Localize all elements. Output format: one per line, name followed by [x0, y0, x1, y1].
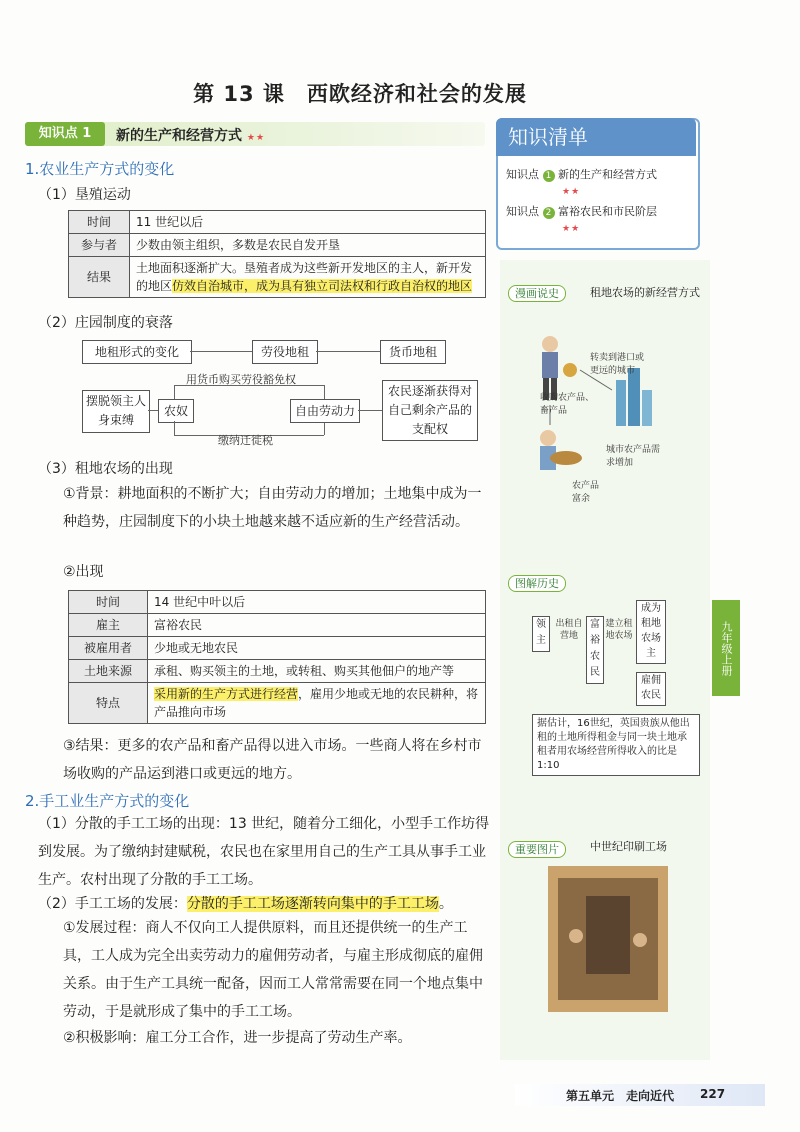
p2-post: 。 [438, 896, 453, 912]
picture-header [508, 838, 566, 857]
flow-serf: 农奴 [158, 399, 194, 423]
comic-label-purchase: 收购农产品、畜产品 [540, 393, 595, 416]
background-paragraph: ①背景：耕地面积的不断扩大；自由劳动力的增加；土地集中成为一种趋势，庄园制度下的小块土地越来越不适应新的生产经营活动。 [63, 486, 482, 530]
comic-title: 租地农场的新经营方式 [590, 286, 700, 299]
list-item-prefix: 知识点 [506, 168, 539, 181]
diagram-become-owner: 成为租地农场主 [636, 600, 666, 664]
comic-label-city-demand: 城市农产品需求增加 [606, 445, 661, 468]
sub2-heading: （2）庄园制度的衰落 [38, 315, 173, 331]
highlight-text: 采用新的生产方式进行经营 [154, 687, 299, 701]
table-key: 被雇用者 [69, 637, 148, 660]
diagram-note: 据估计，16世纪，英国贵族从他出租的土地所得租金与同一块土地承租者用农场经营所得收入的比是1:10 [532, 714, 700, 776]
knowledge-list-item-2 [506, 203, 657, 219]
star-icon: ★★ [246, 133, 266, 143]
table-row [69, 211, 486, 234]
table-value [148, 683, 486, 724]
arrow-line [324, 421, 325, 435]
knowledge-point-title-text: 新的生产和经营方式 [116, 128, 242, 144]
flow-free-labor: 自由劳动力 [290, 399, 360, 423]
comic-label-resell: 转卖到港口或更远的城市 [590, 353, 645, 376]
diagram-hire-farmers: 雇佣农民 [636, 672, 666, 706]
table-key: 时间 [69, 211, 130, 234]
table-value [130, 257, 486, 298]
table-row [69, 257, 486, 298]
flow-label-migration-tax: 缴纳迁徙税 [218, 434, 273, 447]
table-value: 11 世纪以后 [130, 211, 486, 234]
handicraft-p1: （1）分散的手工工场的出现：13 世纪，随着分工细化，小型手工作坊得到发展。为了缴纳封建赋税，农民也在家里用自己的生产工具从事手工业生产。农村出现了分散的手工工场。 [38, 816, 490, 888]
arrow-line [358, 410, 382, 411]
table-value-text: 土地面积逐渐扩大。垦殖者成为这些新开发地区的主人，新开发的地区 [136, 261, 473, 293]
result-paragraph: ③结果：更多的农产品和畜产品得以进入市场。一些商人将在乡村市场收购的产品运到港口或更远的地方。 [63, 738, 482, 782]
highlight-text: 仿效自治城市，成为具有独立司法权和行政自治权的地区 [172, 279, 473, 293]
handicraft-p3: ①发展过程：商人不仅向工人提供原料，而且还提供统一的生产工具，工人成为完全出卖劳动力的雇佣劳动者，与雇主形成彻底的雇佣关系。由于生产工具统一配备，因而工人常常需要在同一个地点集中劳动，于是就形成了集中的手工工场。 [63, 920, 483, 1020]
worker-figure [633, 933, 647, 947]
table-key: 参与者 [69, 234, 130, 257]
arrow-line [190, 351, 252, 352]
table-value: 少地或无地农民 [148, 637, 486, 660]
flow-labor-rent: 劳役地租 [252, 340, 318, 364]
table-key: 时间 [69, 591, 148, 614]
table-key: 雇主 [69, 614, 148, 637]
section1-heading: 1.农业生产方式的变化 [25, 160, 175, 178]
flow-result: 农民逐渐获得对自己剩余产品的支配权 [382, 380, 478, 441]
appear-heading: ②出现 [63, 564, 104, 580]
knowledge-point-tag: 知识点 1 [25, 122, 105, 146]
press-machine [586, 896, 630, 974]
money-bag-icon [563, 363, 577, 377]
sub1-heading: （1）垦殖运动 [38, 187, 131, 203]
flow-free-from-lord: 摆脱领主人身束缚 [82, 390, 150, 433]
highlight-text: 分散的手工工场逐渐转向集中的手工工场 [186, 896, 439, 912]
table-value: 承租、购买领主的土地，或转租、购买其他佃户的地产等 [148, 660, 486, 683]
comic-header [508, 282, 566, 301]
table-row [69, 683, 486, 724]
picture-tag: 重要图片 [508, 841, 566, 858]
grade-tab: 九年级上册 [712, 600, 740, 696]
footer-unit: 第五单元 走向近代 [566, 1089, 675, 1103]
number-badge: 2 [543, 207, 555, 219]
lesson-title: 第 13 课 西欧经济和社会的发展 [193, 82, 527, 106]
diagram-build-farm: 建立租地农场 [605, 619, 633, 641]
handicraft-p4: ②积极影响：雇工分工合作，进一步提高了劳动生产率。 [63, 1030, 412, 1046]
table-row [69, 660, 486, 683]
diagram-lord: 领主 [532, 616, 550, 652]
star-icon: ★★ [562, 187, 581, 197]
number-badge: 1 [543, 170, 555, 182]
diagram-rich-farmer: 富裕农民 [586, 616, 604, 684]
table-leased-farm [68, 590, 486, 724]
flow-label-buy-exemption: 用货币购买劳役豁免权 [186, 373, 296, 386]
arrow-line [148, 410, 158, 411]
table-row [69, 637, 486, 660]
arrow-line [174, 385, 175, 399]
list-item-prefix: 知识点 [506, 205, 539, 218]
diagram-rent-out: 出租自营地 [555, 619, 583, 641]
table-key: 特点 [69, 683, 148, 724]
worker-figure [569, 929, 583, 943]
knowledge-list-item-1 [506, 166, 657, 182]
comic-tag: 漫画说史 [508, 285, 566, 302]
arrow-line [316, 351, 380, 352]
table-row [69, 614, 486, 637]
list-item-label: 富裕农民和市民阶层 [558, 205, 657, 218]
list-item-label: 新的生产和经营方式 [558, 168, 657, 181]
comic-label-surplus: 农产品富余 [572, 481, 600, 504]
table-value: 富裕农民 [148, 614, 486, 637]
table-value-text: ，雇用少地或无地的农民耕种，将产品推向市场 [154, 687, 479, 719]
table-key: 土地来源 [69, 660, 148, 683]
p2-pre: （2）手工工场的发展： [38, 896, 187, 912]
table-value: 少数由领主组织，多数是农民自发开垦 [130, 234, 486, 257]
knowledge-list-title: 知识清单 [496, 118, 696, 156]
city-building-icon [616, 380, 626, 426]
star-icon: ★★ [562, 224, 581, 234]
arrow-line [174, 421, 175, 435]
picture-title: 中世纪印刷工场 [590, 840, 667, 853]
merchant-head [542, 336, 558, 352]
printing-workshop-image [548, 866, 668, 1012]
table-row [69, 591, 486, 614]
sub3-heading: （3）租地农场的出现 [38, 461, 173, 477]
flow-money-rent: 货币地租 [380, 340, 446, 364]
flow-rent-change: 地租形式的变化 [82, 340, 192, 364]
table-value: 14 世纪中叶以后 [148, 591, 486, 614]
diagram-tag: 图解历史 [508, 575, 566, 592]
table-key: 结果 [69, 257, 130, 298]
knowledge-point-title [116, 125, 265, 145]
page-number: 227 [700, 1087, 726, 1101]
farmer-head [540, 430, 556, 446]
city-building-icon [642, 390, 652, 426]
table-row [69, 234, 486, 257]
table-reclamation [68, 210, 486, 298]
arrow-line [324, 385, 325, 399]
merchant-body [542, 352, 558, 378]
section2-heading: 2.手工业生产方式的变化 [25, 792, 190, 810]
diagram-header [508, 572, 566, 591]
produce-bundle-icon [550, 451, 582, 465]
